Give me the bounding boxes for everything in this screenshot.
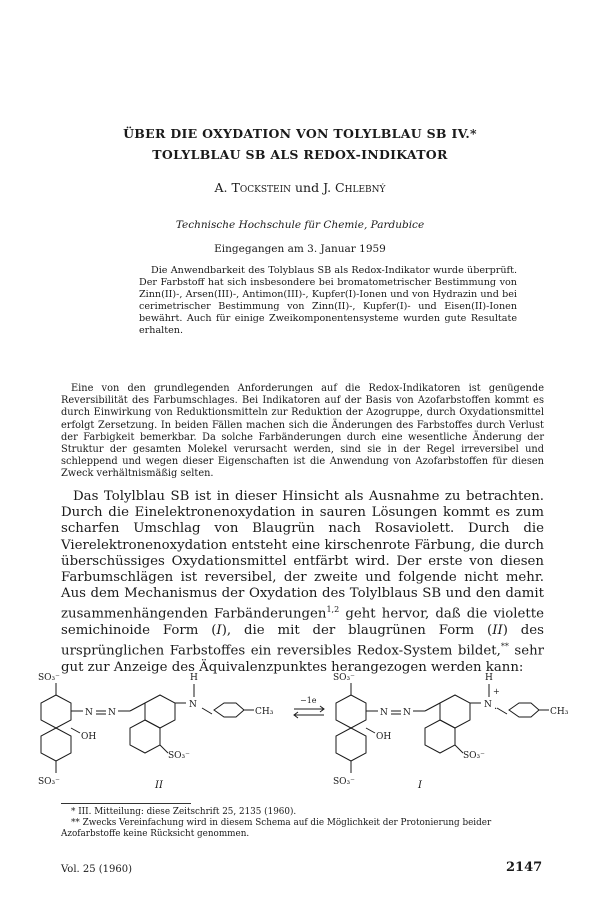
footnote-marker: ** [500, 642, 509, 652]
sulfonate-bottom-left: SO₃⁻ [38, 777, 60, 787]
abstract-text: Die Anwendbarkeit des Tolyblaus SB als Redox-Indikator wurde überprüft. Der Farbstoff hat sich insbesondere bei bromatometrischer Bestimmung von Zinn(II)-, Arsen(III)-, Antimon(III)-, Kupfer(I)-Ionen und von Hydrazin und bei cerimetrischer Bestimmung von Zinn(II)-, Kupfer(I)- und Eisen(II)-Ionen bewährt. Auch für einige Zweikomponentensysteme wurden gute Resultate erhalten. [139, 265, 517, 336]
author-tockstein: A. Tockstein [214, 180, 291, 195]
intro-text: Eine von den grundlegenden Anforderungen auf die Redox-Indikatoren ist genügende Reversibilität des Farbumschlages. Bei Indikatoren auf der Basis von Azofarbstoffen kommt es durch Einwirkung von Reduktionsmitteln zur Reduktion der Azogruppe, durch Oxydationsmittel erfolgt Zersetzung. In beiden Fällen machen sich die Änderungen des Farbstoffes durch Verlust der Farbigkeit bemerkbar. Da solche Farbänderungen durch eine wesentliche Änderung der Struktur der gesamten Molekel verursacht werden, sind sie in der Regel irreversibel und schleppend und wegen dieser Eigenschaften ist die Anwendung von Azofarbstoffen für diesen Zweck verhältnismäßig selten. [61, 383, 544, 480]
azo-n-3: N [380, 708, 388, 718]
amine-h-left: H [190, 673, 198, 683]
form-label-2: II [492, 623, 503, 639]
amine-h-right: H [485, 673, 493, 683]
form-label-i: I [418, 780, 422, 791]
amine-n-right: N [484, 700, 492, 710]
sulfonate-top-left: SO₃⁻ [38, 673, 60, 683]
azo-n-4: N [403, 708, 411, 718]
intro-paragraph [61, 383, 544, 481]
main-text-part2: geht hervor, daß die violette semichinoide Form ( [61, 606, 544, 639]
sulfonate-bottom-right: SO₃⁻ [333, 777, 355, 787]
sulfonate-ring-left: SO₃⁻ [168, 751, 190, 761]
abstract [139, 265, 517, 336]
redox-reaction-scheme [18, 664, 588, 796]
hydroxyl-left: OH [81, 732, 97, 742]
radical-dot: · [494, 704, 498, 715]
footnote-2: ** Zwecks Vereinfachung wird in diesem Schema auf die Möglichkeit der Protonierung beider Azofarbstoffe keine Rücksicht genommen. [61, 818, 492, 839]
footnotes [61, 807, 544, 840]
article-title-line1: ÜBER DIE OXYDATION VON TOLYLBLAU SB IV.* [123, 126, 477, 141]
journal-volume: Vol. 25 (1960) [61, 864, 133, 875]
azo-n-1: N [85, 708, 93, 718]
main-text-part1: Das Tolylblau SB ist in dieser Hinsicht als Ausnahme zu betrachten. Durch die Einelektronenoxydation in sauren Lösungen kommt es zum scharfen Umschlag von Blaugrün nach Rosaviolett. Durch die Vierelektronenoxydation entsteht eine kirschenrote Färbung, die durch überschüssiges Oxydationsmittel entfärbt wird. Der erste von diesen Farbumschlägen ist reversibel, der zweite und folgende nicht mehr. Aus dem Mechanismus der Oxydation des Tolylblaus SB und den damit zusammenhängenden Farbänderungen [61, 489, 544, 622]
reference-superscript: 1,2 [326, 605, 340, 615]
page-number: 2147 [506, 860, 543, 875]
footnote-1: * III. Mitteilung: diese Zeitschrift 25, 2135 (1960). [71, 807, 297, 817]
sulfonate-top-right: SO₃⁻ [333, 673, 355, 683]
author-chlebny: J. Chlebný [323, 180, 386, 195]
amine-n-left: N [189, 700, 197, 710]
form-label-1: I [216, 623, 222, 639]
main-text [61, 489, 544, 676]
azo-n-2: N [108, 708, 116, 718]
author-join: und [291, 180, 324, 195]
methyl-left: CH₃ [255, 707, 274, 717]
received-date: Eingegangen am 3. Januar 1959 [214, 243, 386, 255]
hydroxyl-right: OH [376, 732, 392, 742]
methyl-right: CH₃ [550, 707, 569, 717]
sulfonate-ring-right: SO₃⁻ [463, 751, 485, 761]
authors [0, 180, 600, 195]
radical-charge-plus: + [493, 687, 500, 696]
main-text-part3: ), die mit der blaugrünen Form ( [221, 623, 493, 639]
main-text-part4: ) des ursprünglichen Farbstoffes ein reversibles Redox-System bildet, [61, 623, 544, 659]
main-text-part5: sehr gut zur Anzeige des Äquivalenzpunktes herangezogen werden kann: [61, 643, 545, 675]
form-label-ii: II [155, 780, 163, 791]
electron-transfer-label: −1e [300, 696, 317, 705]
article-title-line2: TOLYLBLAU SB ALS REDOX-INDIKATOR [152, 147, 448, 162]
footnote-rule [61, 803, 191, 804]
main-paragraph [61, 489, 544, 676]
institution: Technische Hochschule für Chemie, Pardubice [175, 219, 425, 231]
